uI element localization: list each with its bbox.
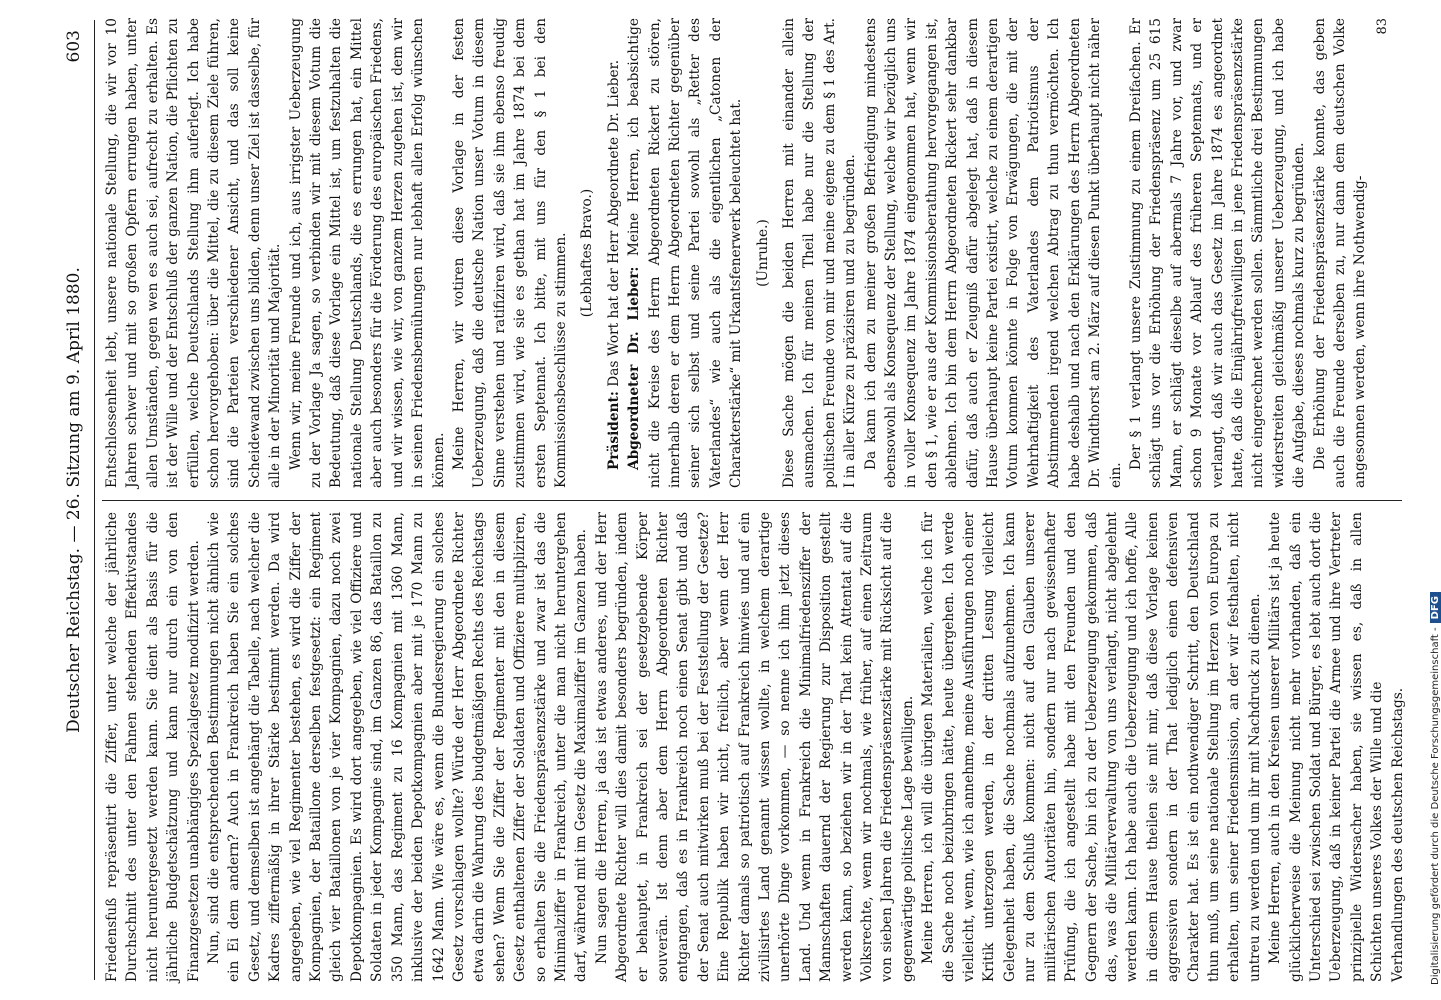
lieber-text: Meine Herren, ich beabsichtige nicht die Kreise des Herrn Abgeordneten Rickert zu stören, innerhalb deren er dem Herrn Abgeordneten Richter gegenüber seiner sich selbst und seine Partei sowohl als „Retter des Vaterlandes“ wie auch als die eigentlichen „Catonen der Charakterstärke“ mit Urkantsfenerwerk beleuchtet hat. xyxy=(626,18,745,488)
header-rule xyxy=(94,20,95,980)
column-footer: Verhandlungen des deutschen Reichstags. xyxy=(1389,687,1406,982)
paragraph: Die Erhöhung der Friedenspräsenzstärke konnte, das geben auch die Freunde derselben zu, nur dann dem deutschen Volke angesonnen werden, wenn ihre Nothwendig- xyxy=(1311,18,1369,488)
paragraph: Meine Herren, auch in den Kreisen unserer Militärs ist ja heute glücklicherweise die Meinung nicht mehr vorhanden, daß ein Unterschied sei zwischen Soldat und Bürger, es lebt auch dort die Ueberzeugung, daß in keiner Partei die Armee und ihre Vertreter prinzipielle Widersacher haben, sie wissen es, daß in allen Schichten unseres Volkes der Wille und die xyxy=(1267,512,1386,982)
unrest-note: (Unruhe.) xyxy=(754,219,771,287)
paragraph: Da kann ich dem zu meiner großen Befriedigung mindestens ebensowohl als Konsequenz der Stellung, welche wir bezüglich uns in voller Konsequenz im Jahre 1874 eingenommen hat, wenn wir den § 1, wie er aus der Kommissionsberathung hervorgegangen ist, ablehnen. Ich bin dem Herrn Abgeordneten Rickert sehr dankbar dafür, daß auch er Zeugniß dafür abgelegt hat, daß in diesem Hause überhaupt keine Partei existirt, welche zu einem derartigen Votum kommen könnte in Folge von Erwägungen, die mit der Wehrhaftigkeit des Vaterlandes dem Patriotismus der Abstimmenden irgend welchen Abtrag zu thun vermöchten. Ich habe deshalb und nach den Erklärungen des Herrn Abgeordneten Dr. Windthorst am 2. März auf diesen Punkt überhaupt nicht näher ein. xyxy=(862,18,1124,488)
dfg-logo: DFG xyxy=(1430,592,1441,623)
page-number: 603 xyxy=(64,30,84,63)
speaker-president: Präsident: xyxy=(605,391,622,470)
speaker-lieber: Abgeordneter Dr. Lieber: xyxy=(626,266,643,470)
signature-mark: 83 xyxy=(1374,18,1390,35)
applause-note: (Lebhaftes Bravo.) xyxy=(579,188,596,318)
page-header xyxy=(60,10,90,990)
paragraph: Entschlossenheit lebt, unsere nationale Stellung, die wir vor 10 Jahren schwer und mit so großen Opfern errungen haben, unter allen Umständen, gegen wen es auch sei, aufrecht zu erhalten. Es ist der Wille und der Entschluß der ganzen Nation, die Pflichten zu erfüllen, welche Deutschlands Stellung ihm auferlegt. Ich habe schon hervorgehoben: über die Mittel, die zu diesem Ziele führen, sind die Parteien verschiedener Ansicht, und das soll keine Scheidewand zwischen uns bilden, denn unser Ziel ist dasselbe, für alle in der Minorität und Majorität. xyxy=(104,18,284,488)
column-divider xyxy=(102,500,1402,501)
paragraph: Meine Herren, ich will die übrigen Materialien, welche ich für die Sache noch beizubringen hätte, heute übergehen. Ich werde vielleicht, wenn, wie ich annehme, meine Ausführungen noch einer Kritik unterzogen werden, in der dritten Lesung vielleicht Gelegenheit haben, die Sache nochmals aufzunehmen. Ich kann nur zu dem Schluß kommen: nicht auf den Glauben unserer militärischen Autoritäten hin, sondern nur nach gewissenhafter Prüfung, die ich angestellt habe mit den Freunden und den Gegnern der Sache, bin ich zu der Ueberzeugung gekommen, daß das, was die Militärverwaltung von uns verlangt, nicht abgelehnt werden kann. Ich habe auch die Ueberzeugung und ich hoffe, Alle in diesem Hause theilen sie mit mir, daß diese Vorlage keinen aggressiven sondern in der That lediglich einen defensiven Charakter hat. Es ist ein nothwendiger Schritt, den Deutschland thun muß, um seine nationale Stellung im Herzen von Europa zu erhalten, um seiner Friedensmission, an der wir festhalten, nicht untreu zu werden und um ihr mit Nachdruck zu dienen. xyxy=(920,512,1263,982)
digitization-credit xyxy=(1430,592,1441,985)
left-column xyxy=(102,512,1406,982)
credit-text: Digitalisierung gefördert durch die Deutsche Forschungsgemeinschaft - xyxy=(1430,627,1441,985)
president-paragraph xyxy=(604,18,624,488)
paragraph: Nun, sind die entsprechenden Bestimmungen nicht ähnlich wie ein Ei dem andern? Auch in Frankreich haben Sie ein solches Gesetz, und demselben ist angehängt die Tabelle, nach welcher die Kadres ziffermäßig in ihrer Stärke bestimmt werden. Da wird angegeben, wie viel Regimenter bestehen, es wird die Ziffer der Kompagnien, der Bataillone derselben festgesetzt: ein Regiment gleich vier Bataillonen von je vier Kompagnien, dazu noch zwei Depotkompagnien. Es wird dort angegeben, wie viel Offiziere und Soldaten in jeder Kompagnie sind, im Ganzen 86, das Bataillon zu 350 Mann, das Regiment zu 16 Kompagnien mit 1360 Mann, inklusive der beiden Depotkompagnien aber mit je 170 Mann zu 1642 Mann. Wie wäre es, wenn die Bundesregierung ein solches Gesetz vorschlagen wollte? Würde der Herr Abgeordnete Richter etwa darin die Wahrung des budgetmäßigen Rechts des Reichstags sehen? Wenn Sie die Ziffer der Regimenter mit den in diesem Gesetz enthaltenen Ziffer der Soldaten und Offiziere multipliziren, so erhalten Sie die Friedenspräsenzstärke und zwar ist das die Minimalziffer in Frankreich, unter die man nicht heruntergehen darf, während mit im Gesetz die Maximalziffer im Ganzen haben. xyxy=(206,512,590,982)
paragraph: Wenn wir, meine Freunde und ich, aus irrigster Ueberzeugung zu der Vorlage Ja sagen, so verbinden wir mit diesem Votum die Bedeutung, daß diese Vorlage ein Mittel ist, um festzuhalten die nationale Stellung Deutschlands, die es errungen hat, ein Mittel aber auch besonders für die Förderung des europäischen Friedens, und wir wissen, wie wir, von ganzem Herzen zugehen ist, dem wir in seinen Friedensbemühungen nur lebhaft allen Erfolg wünschen können. xyxy=(287,18,447,488)
paragraph: Meine Herren, wir votiren diese Vorlage in der festen Ueberzeugung, daß die deutsche Nation unser Votum in diesem Sinne verstehen und ratifiziren wird, daß sie ihm ebenso freudig zustimmen wird, wie sie es gethan hat im Jahre 1874 bei dem ersten Septennat. Ich bitte, mit uns für den § 1 bei den Kommissionsbeschlüsse zu stimmen. xyxy=(450,18,569,488)
paragraph: Der § 1 verlangt unsere Zustimmung zu einem Dreifachen. Er schlägt uns vor die Erhöhung der Friedenspräsenz um 25 615 Mann, er schlägt dieselbe auf abermals 7 Jahre vor, und zwar schon 9 Monate vor Ablauf des früheren Septennats, und er verlangt, daß wir auch das Gesetz im Jahre 1874 es angeordnet hatte, daß die Einjährigfreiwilligen in jene Friedenspräsenzstärke nicht eingerechnet werden sollen. Sämmtliche drei Bestimmungen widerstreiten gleichmäßig unserer Ueberzeugung, und ich habe die Aufgabe, dieses nochmals kurz zu begründen. xyxy=(1127,18,1308,488)
page-content xyxy=(60,10,1410,990)
paragraph: Friedensfuß repräsentirt die Ziffer, unter welche der jährliche Durchschnitt des unter den Fahnen stehenden Effektivstandes nicht heruntergesetzt werden kann. Sie dient als Basis für die jährliche Budgetschätzung und kann nur durch ein von den Finanzgesetzen unabhängiges Spezialgesetz modifizirt werden. xyxy=(104,512,202,982)
page-title: Deutscher Reichstag. — 26. Sitzung am 9. April 1880. xyxy=(64,267,84,733)
paragraph: Nun sagen die Herren, ja das ist etwas anderes, und der Herr Abgeordnete Richter will dies damit besonders begründen, indem er behauptet, in Frankreich sei der gesetzgebende Körper souverän. Ist denn aber dem Herrn Abgeordneten Richter entgangen, daß es in Frankreich noch einen Senat gibt und daß der Senat auch mitwirken muß bei der Feststellung der Gesetze? Eine Republik haben wir nicht, freilich, aber wenn der Herr Richter damals so patriotisch auf Frankreich hinwies und auf ein zivilisirtes Land genannt wissen wollte, in welchem derartige unerhörte Dinge vorkommen, — so nenne ich ihm jetzt dieses Land. Und wenn in Frankreich die Minimalfriedensziffer der Mannschaften dauernd der Regierung zur Disposition gestellt werden kann, so beziehen wir in der That kein Attentat auf die Volksrechte, wenn wir nochmals, wie früher, auf einen Zeitraum von sieben Jahren die Friedenspräsenzstärke mit Rücksicht auf die gegenwärtige politische Lage bewilligen. xyxy=(593,512,916,982)
paragraph: Diese Sache mögen die beiden Herren mit einander allein ausmachen. Ich für meinen Theil habe nur die Stellung der politischen Freunde von mir und meine eigene zu dem § 1 des Art. I in aller Kürze zu präzisiren und zu begründen. xyxy=(781,18,859,488)
lieber-paragraph xyxy=(624,18,746,488)
right-column xyxy=(102,18,1402,488)
president-text: Das Wort hat der Herr Abgeordnete Dr. Lieber. xyxy=(605,59,622,387)
